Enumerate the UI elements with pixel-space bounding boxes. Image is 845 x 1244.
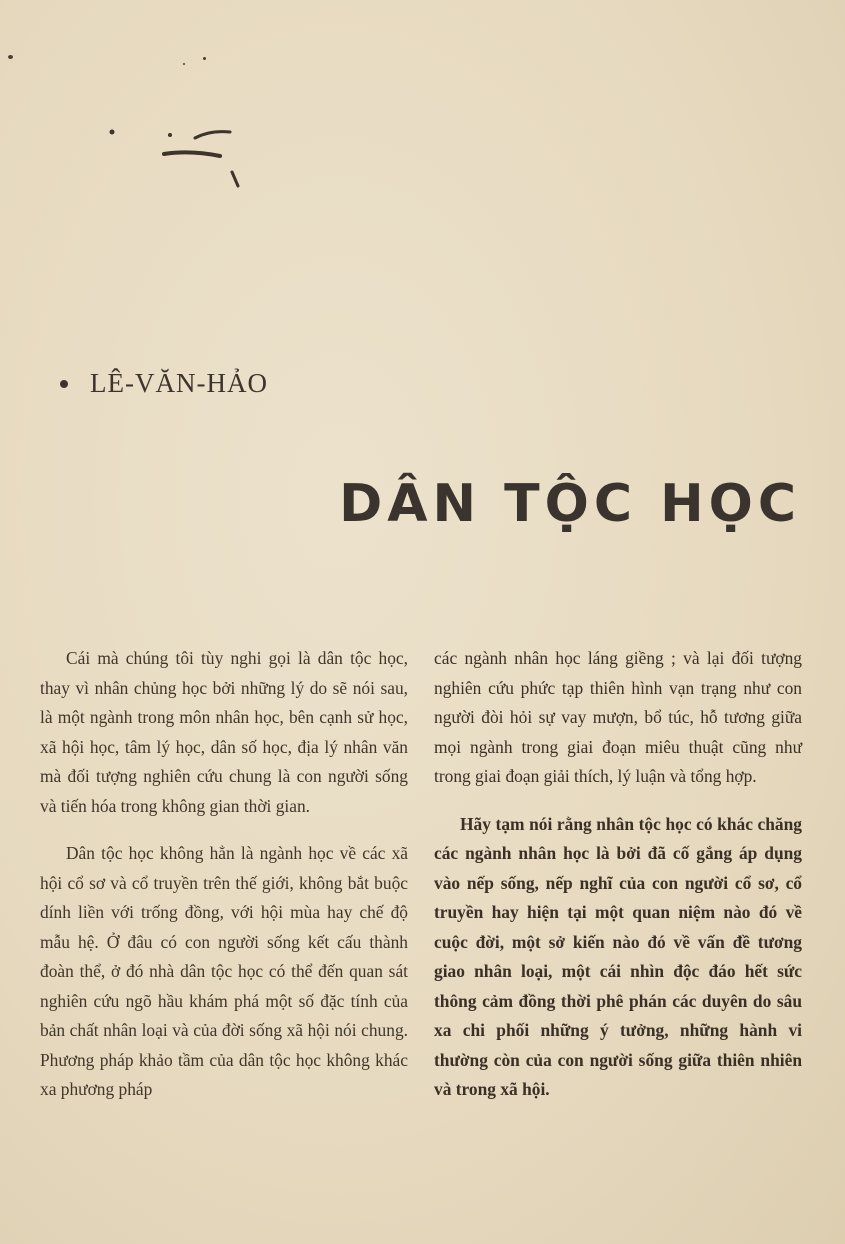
ink-speck xyxy=(183,63,185,65)
ink-speck xyxy=(8,55,13,59)
paragraph: Dân tộc học không hẳn là ngành học về các xã hội cổ sơ và cổ truyền trên thế giới, không bắt buộc dính liền với trống đồng, với hội mùa hay chế độ mẫu hệ. Ở đâu có con người sống kết cấu thành đoàn thể, ở đó nhà dân tộc học có thể đến quan sát nghiên cứu ngõ hầu khám phá một số đặc tính của bản chất nhân loại và của đời sống xã hội nói chung. Phương pháp khảo tầm của dân tộc học không khác xa phương pháp xyxy=(40,843,408,1099)
ink-speck xyxy=(203,57,206,60)
paragraph: Cái mà chúng tôi tùy nghi gọi là dân tộc học, thay vì nhân chủng học bởi những lý do sẽ nói sau, là một ngành trong môn nhân học, bên cạnh sử học, xã hội học, tâm lý học, dân số học, địa lý nhân văn mà đối tượng nghiên cứu chung là con người sống và tiến hóa trong không gian thời gian. xyxy=(40,648,408,816)
printed-ornament xyxy=(100,120,250,200)
author-text: LÊ-VĂN-HẢO xyxy=(90,368,268,398)
bullet-icon xyxy=(60,380,68,388)
author-name xyxy=(60,368,268,399)
left-column xyxy=(40,644,408,1123)
right-column xyxy=(434,644,802,1123)
chapter-title: DÂN TỘC HỌC xyxy=(339,474,801,534)
paragraph: Hãy tạm nói rằng nhân tộc học có khác chăng các ngành nhân học là bởi đã cố gắng áp dụng vào nếp sống, nếp nghĩ của con người cổ sơ, cổ truyền hay hiện tại một quan niệm nào đó về cuộc đời, một sở kiến nào đó về vấn đề tương giao nhân loại, một cái nhìn độc đáo hết sức thông cảm đồng thời phê phán các duyên do sâu xa chi phối những ý tưởng, những hành vi thường còn của con người sống giữa thiên nhiên và trong xã hội. xyxy=(434,813,802,1099)
paragraph: các ngành nhân học láng giềng ; và lại đối tượng nghiên cứu phức tạp thiên hình vạn trạng như con người đòi hỏi sự vay mượn, bổ túc, hỗ tương giữa mọi ngành trong giai đoạn miêu thuật cũng như trong giai đoạn giải thích, lý luận và tổng hợp. xyxy=(434,648,802,786)
